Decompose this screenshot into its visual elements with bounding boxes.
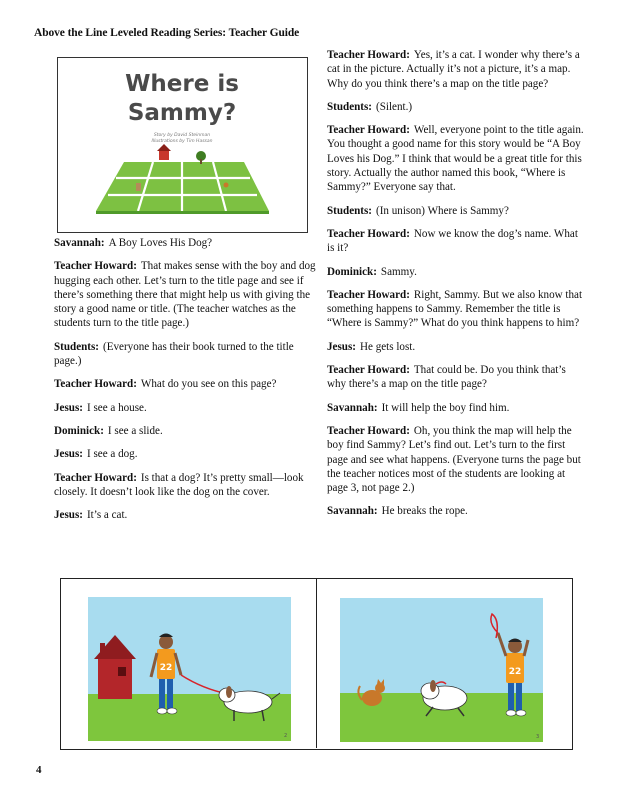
speech: Now we know the dog’s name. What is it? [327,227,578,255]
boy-walking-dog-image [88,597,291,741]
right-column [327,48,586,528]
speaker: Jesus: [54,509,83,522]
speaker: Teacher Howard: [54,471,137,484]
speaker: Students: [327,100,373,113]
speaker: Teacher Howard: [327,227,410,240]
dialogue-line [327,100,586,114]
dialogue-line [327,504,586,518]
speaker: Teacher Howard: [327,424,410,437]
dialogue-line [327,424,586,495]
cover-illustration [58,58,307,232]
speaker: Teacher Howard: [327,288,410,301]
speech: It’s a cat. [86,509,128,522]
speaker: Students: [327,204,373,217]
left-column [54,236,318,531]
speech: It will help the boy find him. [381,401,510,414]
dialogue-line [54,259,318,330]
spread-divider [316,578,317,748]
page-2-illustration [88,597,291,741]
speech: (Everyone has their book turned to the title page.) [54,340,294,368]
dialogue-line [327,340,586,354]
dialogue-line [54,508,318,522]
dialogue-line [54,401,318,415]
dialogue-line [327,204,586,218]
cover-illustrator: Illustrations by Tim Hassan [151,139,213,144]
speech: Is that a dog? It’s pretty small—look closely. It doesn’t look like the dog on the cover. [54,471,304,498]
dialogue-line [54,424,318,438]
dialogue-line [327,288,586,331]
speech: He breaks the rope. [381,505,468,518]
speech: That could be. Do you think that’s why there’s a map on the title page? [327,364,566,391]
map-grid [96,162,269,214]
speaker: Jesus: [54,401,83,414]
speaker: Dominick: [327,265,377,278]
speech: What do you see on this page? [140,378,277,391]
speech: I see a slide. [107,424,163,437]
cover-title-line1: Where is [125,71,239,97]
dialogue-line [327,265,586,279]
cover-byline: Story by David Steinman [153,133,211,138]
jersey-number: 22 [508,667,522,677]
speaker: Teacher Howard: [327,364,410,377]
book-cover-image [57,57,308,233]
dialogue-line [327,48,586,91]
dialogue-line [327,227,586,256]
speaker: Savannah: [54,237,105,249]
illustration-page-number: 3 [536,734,540,740]
speech: He gets lost. [359,340,416,353]
speaker: Jesus: [327,340,356,353]
speech: A Boy Loves His Dog? [108,237,213,249]
dialogue-line [54,377,318,391]
speaker: Savannah: [327,401,378,414]
cover-title-line2: Sammy? [127,100,237,126]
speaker: Teacher Howard: [327,124,410,137]
speech: Well, everyone point to the title again. You thought a good name for this story would be “A Boy Loves his Dog.” I think that would be a great title for this story. Actually the author named this book, “Where is Sammy?” Everyone say that. [327,124,584,194]
speaker: Teacher Howard: [54,378,137,391]
dialogue-line [54,340,318,369]
speech: I see a house. [86,401,147,414]
speech: I see a dog. [86,448,138,461]
speech: Oh, you think the map will help the boy find Sammy? Let’s find out. Let’s turn to the first page and see what happens. (Everyone turns the page but the teacher notices most of the students are looking at page 3, not page 2.) [327,424,581,495]
cover-house [157,144,171,160]
running-header: Above the Line Leveled Reading Series: Teacher Guide [34,27,300,39]
speech: (Silent.) [376,100,413,113]
speaker: Teacher Howard: [327,49,410,61]
dialogue-line [54,236,318,250]
cover-slide [136,183,141,191]
speaker: Teacher Howard: [54,260,137,273]
speech: Right, Sammy. But we also know that something happens to Sammy. Remember the title is “Where is Sammy?” What do you think happens to him? [327,288,583,330]
dialogue-line [54,447,318,461]
dialogue-line [54,471,318,500]
dog-breaks-rope-image [340,598,543,742]
speech: Yes, it’s a cat. I wonder why there’s a cat in the picture. Actually it’s not a picture, it’s a map. Why do you think there’s a map on the title page? [327,49,580,90]
dialogue-line [327,363,586,392]
speaker: Savannah: [327,505,378,518]
speech: That makes sense with the boy and dog hugging each other. Let’s turn to the title page and see if there’s something there that might help us with giving the story a good name or title. (The teacher watches as the students turn to the title page.) [54,260,316,330]
dialogue-line [327,123,586,194]
speaker: Jesus: [54,448,83,461]
cover-cat [224,183,229,188]
speech: Sammy. [380,265,417,278]
page-3-illustration [340,598,543,742]
speech: (In unison) Where is Sammy? [376,204,509,217]
illustration-page-number: 2 [284,733,288,739]
page-number: 4 [36,764,42,776]
jersey-number: 22 [159,663,173,673]
dialogue-line [327,401,586,415]
speaker: Students: [54,340,100,353]
speaker: Dominick: [54,424,104,437]
